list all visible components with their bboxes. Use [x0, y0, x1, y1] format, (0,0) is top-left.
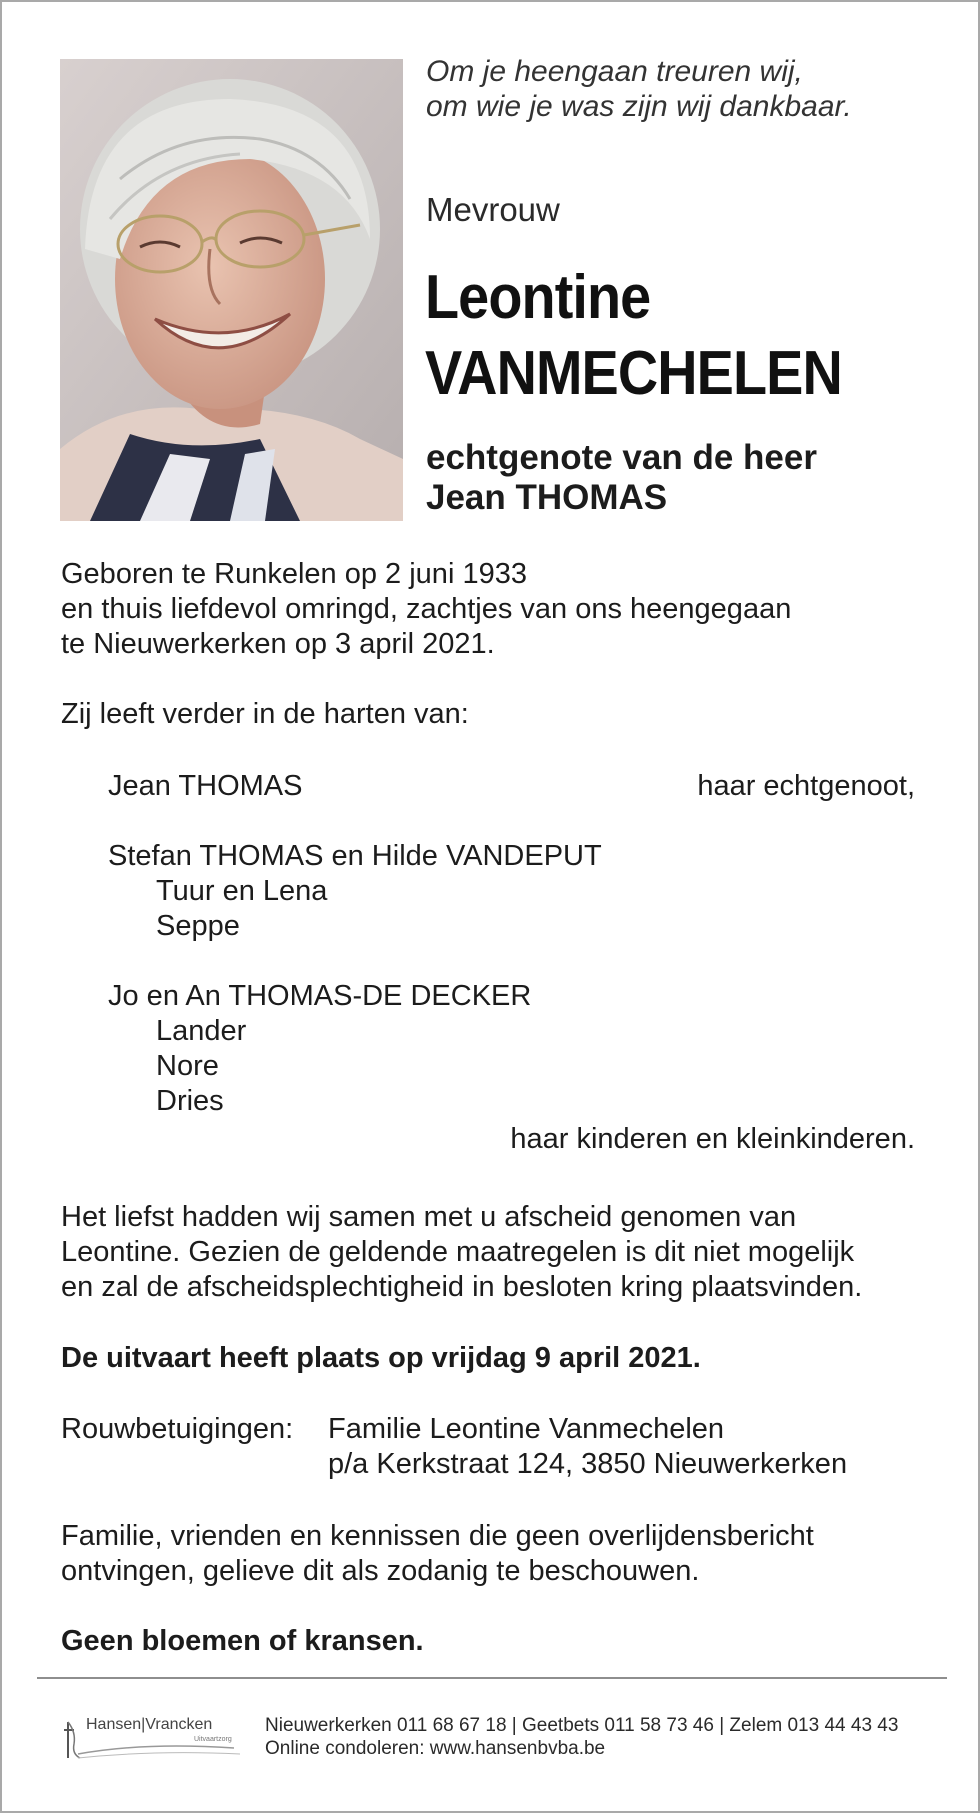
family-1-child: Tuur en Lena — [156, 875, 328, 907]
spouse-line-1: echtgenote van de heer — [426, 438, 817, 477]
farewell-paragraph — [61, 1200, 862, 1305]
no-flowers: Geen bloemen of kransen. — [61, 1625, 424, 1657]
spouse-info — [426, 438, 817, 518]
family-1-child: Seppe — [156, 910, 240, 942]
logo-name: Hansen|Vrancken — [86, 1716, 213, 1733]
family-1-parents: Stefan THOMAS en Hilde VANDEPUT — [108, 840, 602, 872]
family-2-child: Dries — [156, 1085, 224, 1117]
quote-line-2: om wie je was zijn wij dankbaar. — [426, 90, 852, 123]
family-2-parents: Jo en An THOMAS-DE DECKER — [108, 980, 532, 1012]
husband-name: Jean THOMAS — [108, 770, 303, 802]
spouse-line-2: Jean THOMAS — [426, 478, 668, 517]
condolences-address — [328, 1412, 847, 1482]
farewell-line-3: en zal de afscheidsplechtigheid in besloten kring plaatsvinden. — [61, 1271, 863, 1303]
family-2-child: Lander — [156, 1015, 247, 1047]
funeral-date: De uitvaart heeft plaats op vrijdag 9 april 2021. — [61, 1342, 701, 1374]
husband-relation: haar echtgenoot, — [697, 770, 915, 802]
last-name: VANMECHELEN — [425, 339, 842, 408]
memorial-quote — [426, 54, 852, 124]
honorific: Mevrouw — [426, 191, 560, 228]
footer-contact — [265, 1714, 898, 1760]
funeral-home-logo — [64, 1714, 244, 1764]
birth-line-1: Geboren te Runkelen op 2 juni 1933 — [61, 558, 527, 590]
notice-paragraph — [61, 1519, 814, 1589]
lives-on-text: Zij leeft verder in de harten van: — [61, 698, 469, 730]
footer-online: Online condoleren: www.hansenbvba.be — [265, 1738, 606, 1759]
footer-divider — [37, 1677, 947, 1679]
quote-line-1: Om je heengaan treuren wij, — [426, 55, 803, 88]
farewell-line-1: Het liefst hadden wij samen met u afscheid genomen van — [61, 1201, 797, 1233]
logo-subtitle: Uitvaartzorg — [194, 1736, 232, 1743]
children-relation: haar kinderen en kleinkinderen. — [510, 1123, 915, 1155]
birth-death-paragraph — [61, 557, 791, 662]
condolences-label: Rouwbetuigingen: — [61, 1413, 294, 1445]
notice-line-1: Familie, vrienden en kennissen die geen overlijdensbericht — [61, 1520, 814, 1552]
deceased-name — [425, 260, 842, 412]
portrait-photo — [60, 59, 403, 521]
family-2-child: Nore — [156, 1050, 219, 1082]
birth-line-2: en thuis liefdevol omringd, zachtjes van ons heengegaan — [61, 593, 792, 625]
notice-line-2: ontvingen, gelieve dit als zodanig te beschouwen. — [61, 1555, 700, 1587]
first-name: Leontine — [425, 263, 651, 332]
condolences-line-1: Familie Leontine Vanmechelen — [328, 1413, 725, 1445]
birth-line-3: te Nieuwerkerken op 3 april 2021. — [61, 628, 495, 660]
farewell-line-2: Leontine. Gezien de geldende maatregelen is dit niet mogelijk — [61, 1236, 855, 1268]
condolences-line-2: p/a Kerkstraat 124, 3850 Nieuwerkerken — [328, 1448, 848, 1480]
footer-phones: Nieuwerkerken 011 68 67 18 | Geetbets 011 58 73 46 | Zelem 013 44 43 43 — [265, 1715, 899, 1736]
